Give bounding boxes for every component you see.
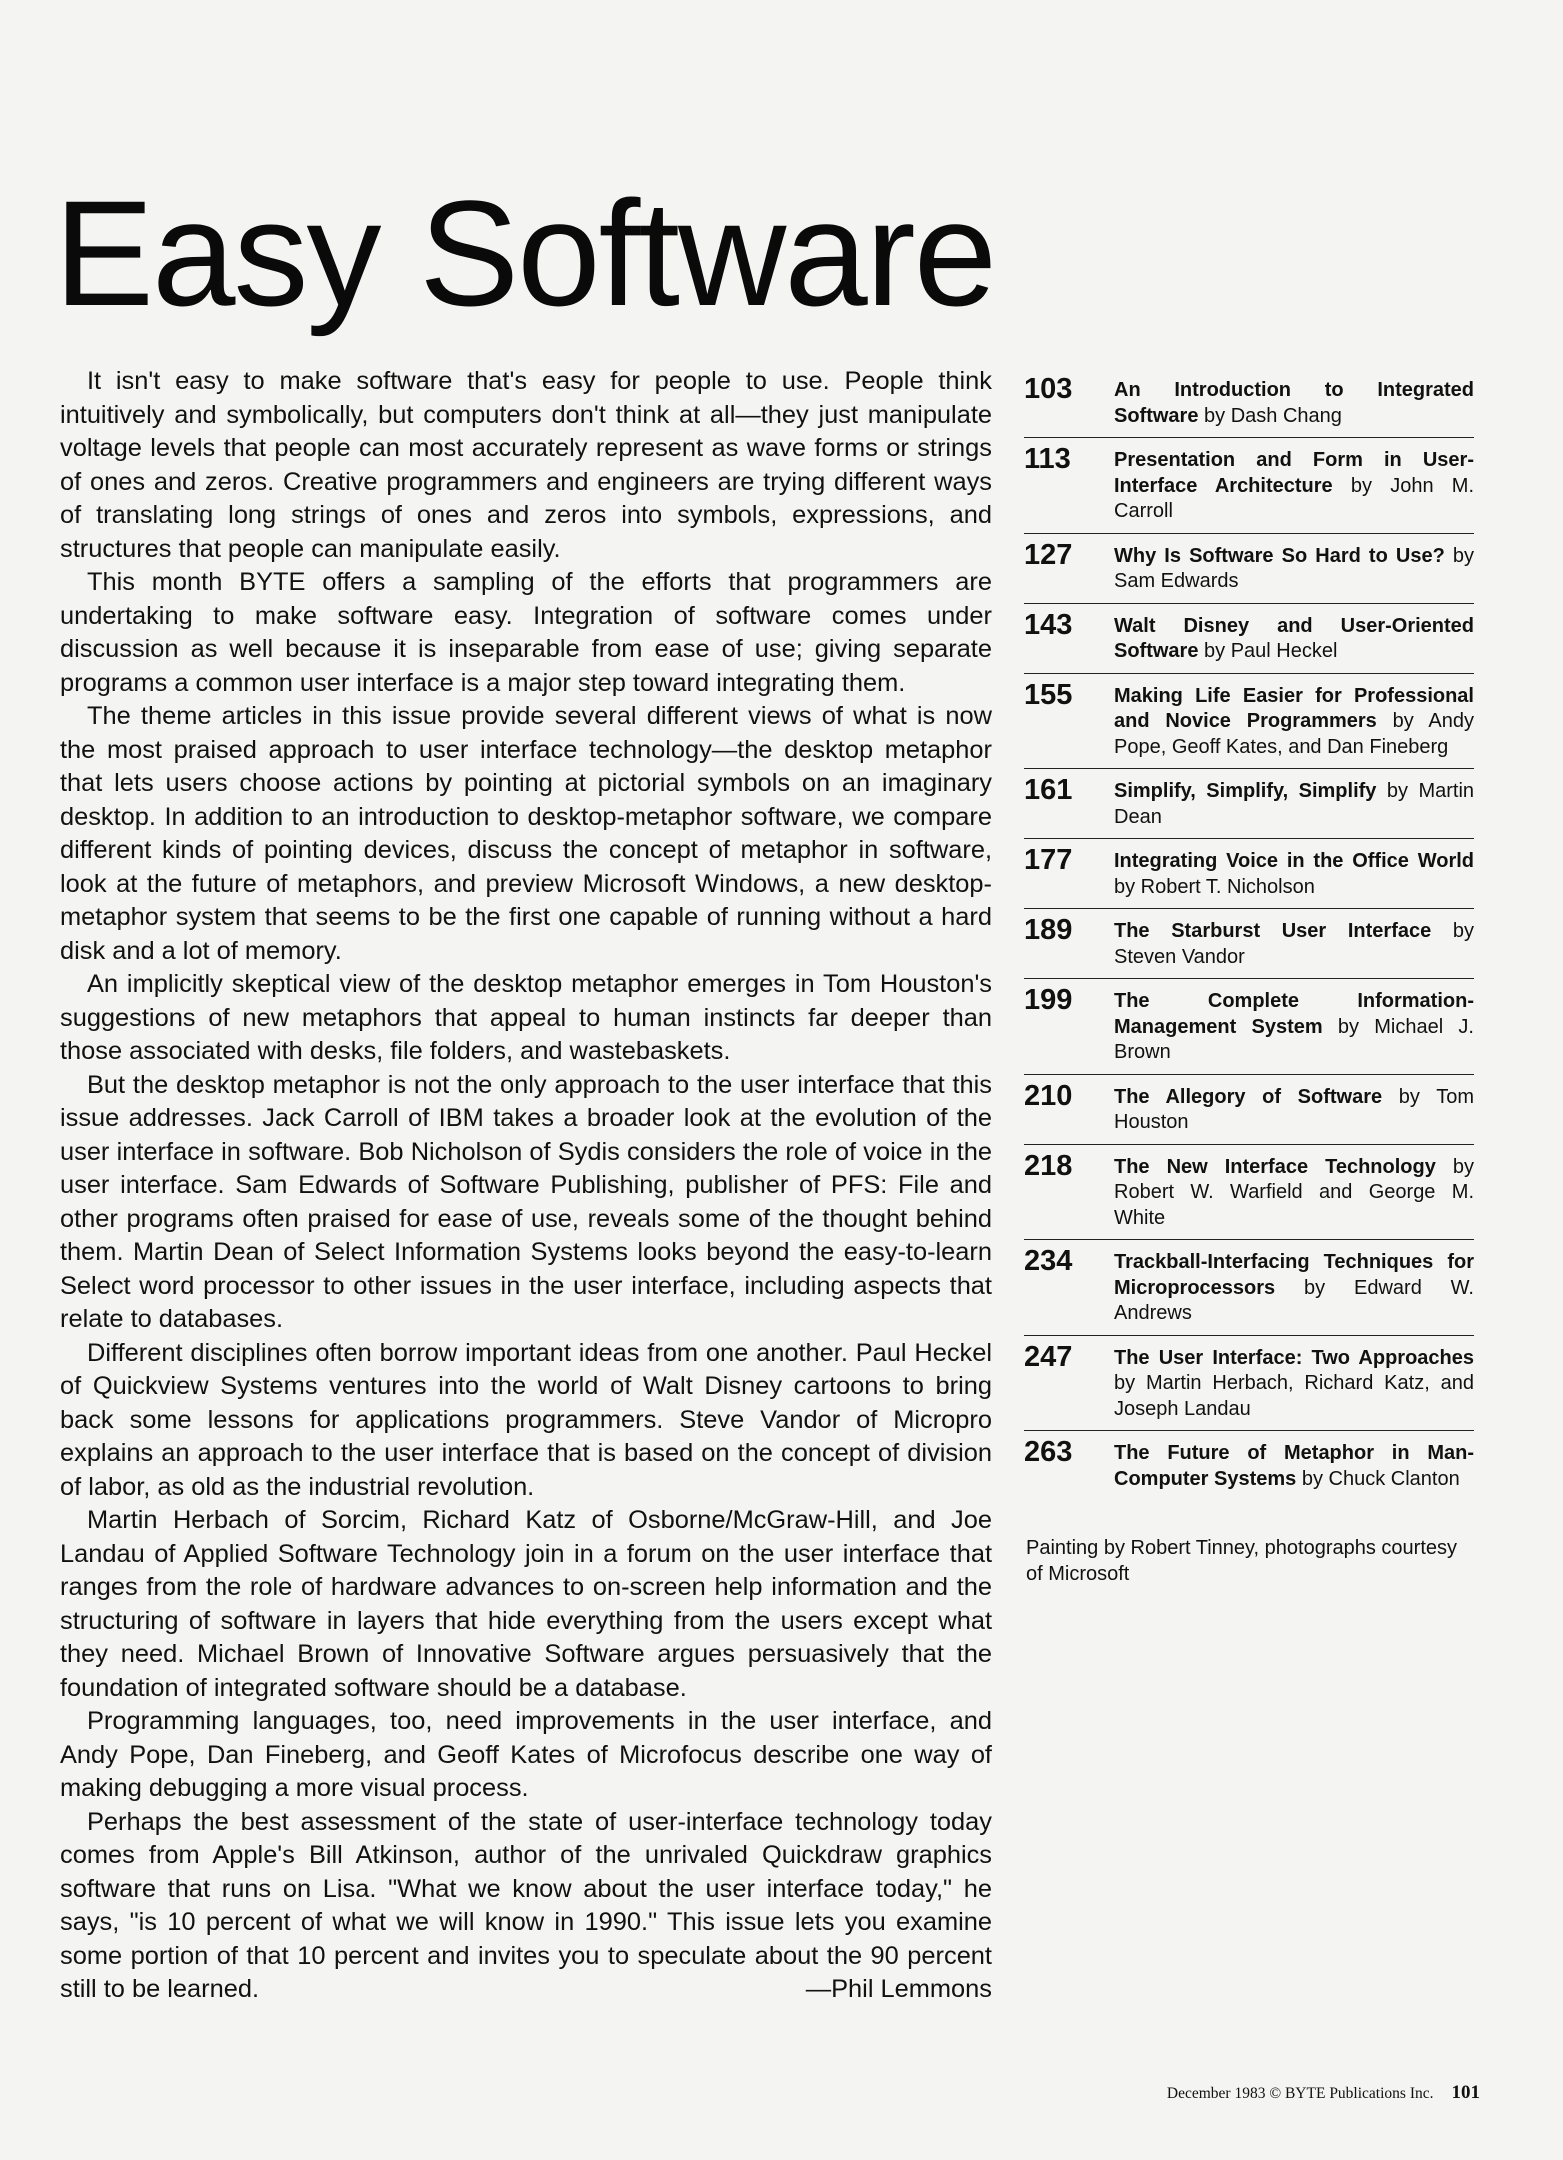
toc-page-number: 103 bbox=[1024, 373, 1073, 405]
toc-title: Why Is Software So Hard to Use? bbox=[1114, 544, 1445, 567]
body-paragraph: But the desktop metaphor is not the only approach to the user interface that this issue addresses. Jack Carroll of IBM takes a broader look at the evolution of the user interface in software. Bob Nicholson of Sydis considers the role of voice in the user interface. Sam Edwards of Software Publishing, publisher of PFS: File and other programs often praised for ease of use, reveals some of the thought behind them. Martin Dean of Select Information Systems looks beyond the easy-to-learn Select word processor to other issues in the user interface, including aspects that relate to databases. bbox=[60, 1070, 992, 1333]
toc-entry[interactable] bbox=[1024, 674, 1474, 770]
toc-entry-text bbox=[1114, 845, 1474, 900]
body-paragraph: Martin Herbach of Sorcim, Richard Katz of Osborne/McGraw-Hill, and Joe Landau of Applied Software Technology join in a forum on the user interface that ranges from the role of hardware advances to on-screen help information and the structuring of software in layers that hide everything from the users except what they need. Michael Brown of Innovative Software argues persuasively that the foundation of integrated software should be a database. bbox=[60, 1506, 992, 1702]
page-footer bbox=[1167, 2082, 1480, 2104]
toc-entry-text bbox=[1114, 680, 1474, 761]
toc-title: The New Interface Technology bbox=[1114, 1155, 1436, 1178]
toc-byline: by Edward W. Andrews bbox=[1114, 1276, 1474, 1324]
toc-byline: by Sam Edwards bbox=[1114, 544, 1474, 592]
toc-page-number: 199 bbox=[1024, 984, 1073, 1016]
toc-title: The Allegory of Software bbox=[1114, 1085, 1383, 1108]
toc-entry[interactable] bbox=[1024, 1336, 1474, 1432]
toc-entry-text bbox=[1114, 1437, 1474, 1492]
toc-entry[interactable] bbox=[1024, 368, 1474, 438]
toc-page-number: 189 bbox=[1024, 914, 1073, 946]
toc-byline: by Michael J. Brown bbox=[1114, 1015, 1474, 1063]
toc-entry[interactable] bbox=[1024, 1075, 1474, 1145]
toc-page-number: 234 bbox=[1024, 1245, 1073, 1277]
toc-title: The User Interface: Two Approaches bbox=[1114, 1346, 1474, 1369]
toc-byline: by Steven Vandor bbox=[1114, 920, 1474, 968]
toc-entry[interactable] bbox=[1024, 1145, 1474, 1241]
author-signature: —Phil Lemmons bbox=[805, 1975, 992, 2003]
toc-title: The Complete Information-Management System bbox=[1114, 990, 1474, 1038]
toc-page-number: 247 bbox=[1024, 1340, 1073, 1373]
toc-page-number: 127 bbox=[1024, 538, 1073, 571]
body-paragraph: An implicitly skeptical view of the desktop metaphor emerges in Tom Houston's suggestions of new metaphors that appeal to human instincts far deeper than those associated with desks, file folders, and wastebaskets. bbox=[60, 970, 992, 1065]
toc-entry[interactable] bbox=[1024, 1240, 1474, 1336]
toc-byline: by Robert W. Warfield and George M. White bbox=[1114, 1155, 1474, 1229]
toc-page-number: 155 bbox=[1024, 678, 1073, 711]
toc-entry[interactable] bbox=[1024, 438, 1474, 534]
toc-entry-text bbox=[1114, 610, 1474, 665]
toc-page-number: 177 bbox=[1024, 844, 1073, 876]
toc-entry-text bbox=[1114, 1081, 1474, 1136]
toc-page-number: 263 bbox=[1024, 1436, 1073, 1468]
toc-entry-text bbox=[1114, 1342, 1474, 1423]
toc-byline: by Andy Pope, Geoff Kates, and Dan Fineberg bbox=[1114, 710, 1474, 758]
toc-title: Simplify, Simplify, Simplify bbox=[1114, 780, 1377, 802]
toc-entry[interactable] bbox=[1024, 979, 1474, 1075]
toc-title: Walt Disney and User-Oriented Software bbox=[1114, 614, 1474, 662]
toc-entry-text bbox=[1114, 1246, 1474, 1327]
toc-page-number: 161 bbox=[1024, 774, 1073, 806]
toc-title: The Starburst User Interface bbox=[1114, 920, 1432, 942]
toc-title: The Future of Metaphor in Man-Computer Systems bbox=[1114, 1442, 1474, 1490]
toc-entry[interactable] bbox=[1024, 604, 1474, 674]
body-paragraph: It isn't easy to make software that's easy for people to use. People think intuitively and symbolically, but computers don't think at all—they just manipulate voltage levels that people can most accurately represent as wave forms or strings of ones and zeros. Creative programmers and engineers are trying different ways of translating long strings of ones and zeros into symbols, expressions, and structures that people can manipulate easily. bbox=[60, 367, 992, 563]
toc-entry-text bbox=[1114, 915, 1474, 970]
body-paragraph: Different disciplines often borrow important ideas from one another. Paul Heckel of Quickview Systems ventures into the world of Walt Disney cartoons to bring back some lessons for applications programmers. Steve Vandor of Micropro explains an approach to the user interface that is based on the concept of division of labor, as old as the industrial revolution. bbox=[60, 1338, 992, 1501]
toc-entry[interactable] bbox=[1024, 1431, 1474, 1500]
toc-entry-text bbox=[1114, 775, 1474, 830]
toc-entry-text bbox=[1114, 1151, 1474, 1232]
toc-page-number: 143 bbox=[1024, 608, 1073, 641]
toc-byline: by Dash Chang bbox=[1204, 404, 1342, 427]
toc-title: Trackball-Interfacing Techniques for Microprocessors bbox=[1114, 1251, 1474, 1299]
toc-title: Integrating Voice in the Office World bbox=[1114, 850, 1474, 872]
toc-byline: by Martin Dean bbox=[1114, 780, 1475, 828]
body-paragraph-last bbox=[60, 1806, 992, 2007]
toc-title: Making Life Easier for Professional and Novice Programmers bbox=[1114, 684, 1474, 732]
body-paragraph-text: Perhaps the best assessment of the state of user-interface technology today comes from Apple's Bill Atkinson, author of the unrivaled Quickdraw graphics software that runs on Lisa. "What we know about the user interface today," he says, "is 10 percent of what we will know in 1990." This issue lets you examine some portion of that 10 percent and invites you to speculate about the 90 percent still to be learned. bbox=[60, 1807, 992, 2003]
toc-entry[interactable] bbox=[1024, 534, 1474, 604]
body-paragraph: The theme articles in this issue provide several different views of what is now the most praised approach to user interface technology—the desktop metaphor that lets users choose actions by pointing at pictorial symbols on an imaginary desktop. In addition to an introduction to desktop-metaphor software, we compare different kinds of pointing devices, discuss the concept of metaphor in software, look at the future of metaphors, and preview Microsoft Windows, a new desktop-metaphor system that seems to be the first one capable of running without a hard disk and a lot of memory. bbox=[60, 702, 992, 965]
toc-title: Presentation and Form in User-Interface Architecture bbox=[1114, 449, 1474, 497]
toc-byline: by John M. Carroll bbox=[1114, 474, 1475, 522]
toc-byline: by Robert T. Nicholson bbox=[1114, 875, 1315, 898]
toc-title: An Introduction to Integrated Software bbox=[1114, 379, 1474, 427]
toc-byline: by Chuck Clanton bbox=[1301, 1467, 1460, 1490]
body-paragraph: This month BYTE offers a sampling of the efforts that programmers are undertaking to make software easy. Integration of software comes under discussion as well because it is inseparable from ease of use; giving separate programs a common user interface is a major step toward integrating them. bbox=[60, 568, 992, 697]
toc-entry-text bbox=[1114, 985, 1474, 1066]
toc-page-number: 218 bbox=[1024, 1149, 1073, 1182]
toc-entry[interactable] bbox=[1024, 769, 1474, 839]
toc-entry[interactable] bbox=[1024, 909, 1474, 979]
toc-byline: by Tom Houston bbox=[1114, 1085, 1474, 1133]
footer-text: December 1983 © BYTE Publications Inc. bbox=[1166, 2085, 1434, 2102]
toc-entry[interactable] bbox=[1024, 839, 1474, 909]
toc-entry-text bbox=[1114, 540, 1474, 595]
toc-page-number: 113 bbox=[1024, 443, 1071, 475]
page-number: 101 bbox=[1451, 2082, 1480, 2103]
table-of-contents bbox=[1024, 368, 1474, 1500]
body-paragraph: Programming languages, too, need improvements in the user interface, and Andy Pope, Dan Fineberg, and Geoff Kates of Microfocus describe one way of making debugging a more visual process. bbox=[60, 1707, 992, 1802]
toc-page-number: 210 bbox=[1024, 1079, 1073, 1112]
image-credit: Painting by Robert Tinney, photographs courtesy of Microsoft bbox=[1026, 1537, 1457, 1585]
toc-byline: by Martin Herbach, Richard Katz, and Joseph Landau bbox=[1114, 1372, 1474, 1420]
toc-entry-text bbox=[1114, 444, 1474, 525]
page-title: Easy Software bbox=[54, 169, 996, 337]
toc-byline: by Paul Heckel bbox=[1204, 640, 1338, 662]
article-body bbox=[60, 365, 992, 2007]
toc-entry-text bbox=[1114, 374, 1474, 429]
